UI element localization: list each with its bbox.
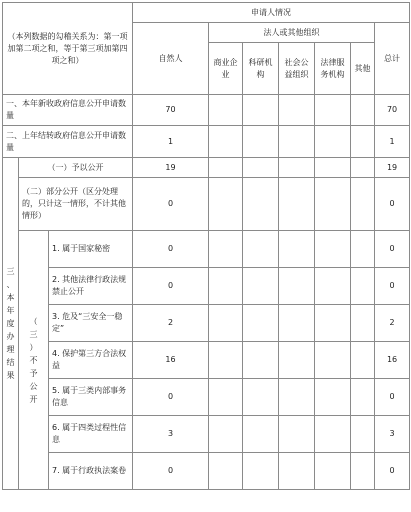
row-label-not-disclosed: 7. 属于行政执法案卷 bbox=[49, 453, 133, 490]
cell-total: 0 bbox=[375, 379, 410, 416]
header-note: （本列数据的勾稽关系为：第一项加第二项之和，等于第三项加第四项之和） bbox=[3, 3, 133, 95]
cell-total: 0 bbox=[375, 453, 410, 490]
table-row bbox=[3, 268, 410, 305]
cell-natural: 1 bbox=[133, 126, 209, 158]
cell-natural: 2 bbox=[133, 305, 209, 342]
entity-type-business: 商业企业 bbox=[209, 43, 243, 95]
cell-natural: 16 bbox=[133, 342, 209, 379]
row-label-partial: （二）部分公开（区分处理的，只计这一情形，不计其他情形） bbox=[19, 178, 133, 231]
row-label-not-disclosed: 5. 属于三类内部事务信息 bbox=[49, 379, 133, 416]
cell-natural: 0 bbox=[133, 379, 209, 416]
table-row bbox=[3, 126, 410, 158]
cell-total: 3 bbox=[375, 416, 410, 453]
row-label-disclose: （一）予以公开 bbox=[19, 158, 133, 178]
legal-entities-header: 法人或其他组织 bbox=[209, 23, 375, 43]
cell-total: 70 bbox=[375, 95, 410, 126]
entity-type-public-welfare: 社会公益组织 bbox=[279, 43, 315, 95]
entity-type-legal-service: 法律服务机构 bbox=[315, 43, 351, 95]
row-label-not-disclosed: 1. 属于国家秘密 bbox=[49, 231, 133, 268]
table-row bbox=[3, 342, 410, 379]
table-row bbox=[3, 178, 410, 231]
cell-total: 2 bbox=[375, 305, 410, 342]
total-header: 总计 bbox=[375, 23, 410, 95]
cell-natural: 70 bbox=[133, 95, 209, 126]
cell-natural: 0 bbox=[133, 453, 209, 490]
table-row bbox=[3, 416, 410, 453]
cell-total: 0 bbox=[375, 178, 410, 231]
row-label-carryover: 二、上年结转政府信息公开申请数量 bbox=[3, 126, 133, 158]
cell-total: 1 bbox=[375, 126, 410, 158]
results-group-label: 三 、 本 年 度 办 理 结 果 bbox=[3, 158, 19, 490]
table-row bbox=[3, 95, 410, 126]
table-row bbox=[3, 158, 410, 178]
table-row bbox=[3, 305, 410, 342]
cell-natural: 0 bbox=[133, 231, 209, 268]
entity-type-other: 其他 bbox=[351, 43, 375, 95]
cell-natural: 0 bbox=[133, 268, 209, 305]
cell-total: 16 bbox=[375, 342, 410, 379]
cell-natural: 3 bbox=[133, 416, 209, 453]
cell-total: 19 bbox=[375, 158, 410, 178]
disclosure-statistics-table bbox=[2, 2, 410, 490]
row-label-not-disclosed: 4. 保护第三方合法权益 bbox=[49, 342, 133, 379]
table-row bbox=[3, 231, 410, 268]
natural-person-header: 自然人 bbox=[133, 23, 209, 95]
cell-natural: 19 bbox=[133, 158, 209, 178]
entity-type-research: 科研机构 bbox=[243, 43, 279, 95]
applicant-status-header: 申请人情况 bbox=[133, 3, 410, 23]
row-label-not-disclosed: 3. 危及“三安全一稳定” bbox=[49, 305, 133, 342]
table-row bbox=[3, 379, 410, 416]
table-row bbox=[3, 453, 410, 490]
row-label-not-disclosed: 6. 属于四类过程性信息 bbox=[49, 416, 133, 453]
cell-total: 0 bbox=[375, 268, 410, 305]
cell-total: 0 bbox=[375, 231, 410, 268]
row-label-new-requests: 一、本年新收政府信息公开申请数量 bbox=[3, 95, 133, 126]
not-disclosed-group-label: （ 三 ） 不 予 公 开 bbox=[19, 231, 49, 490]
row-label-not-disclosed: 2. 其他法律行政法规禁止公开 bbox=[49, 268, 133, 305]
cell-natural: 0 bbox=[133, 178, 209, 231]
